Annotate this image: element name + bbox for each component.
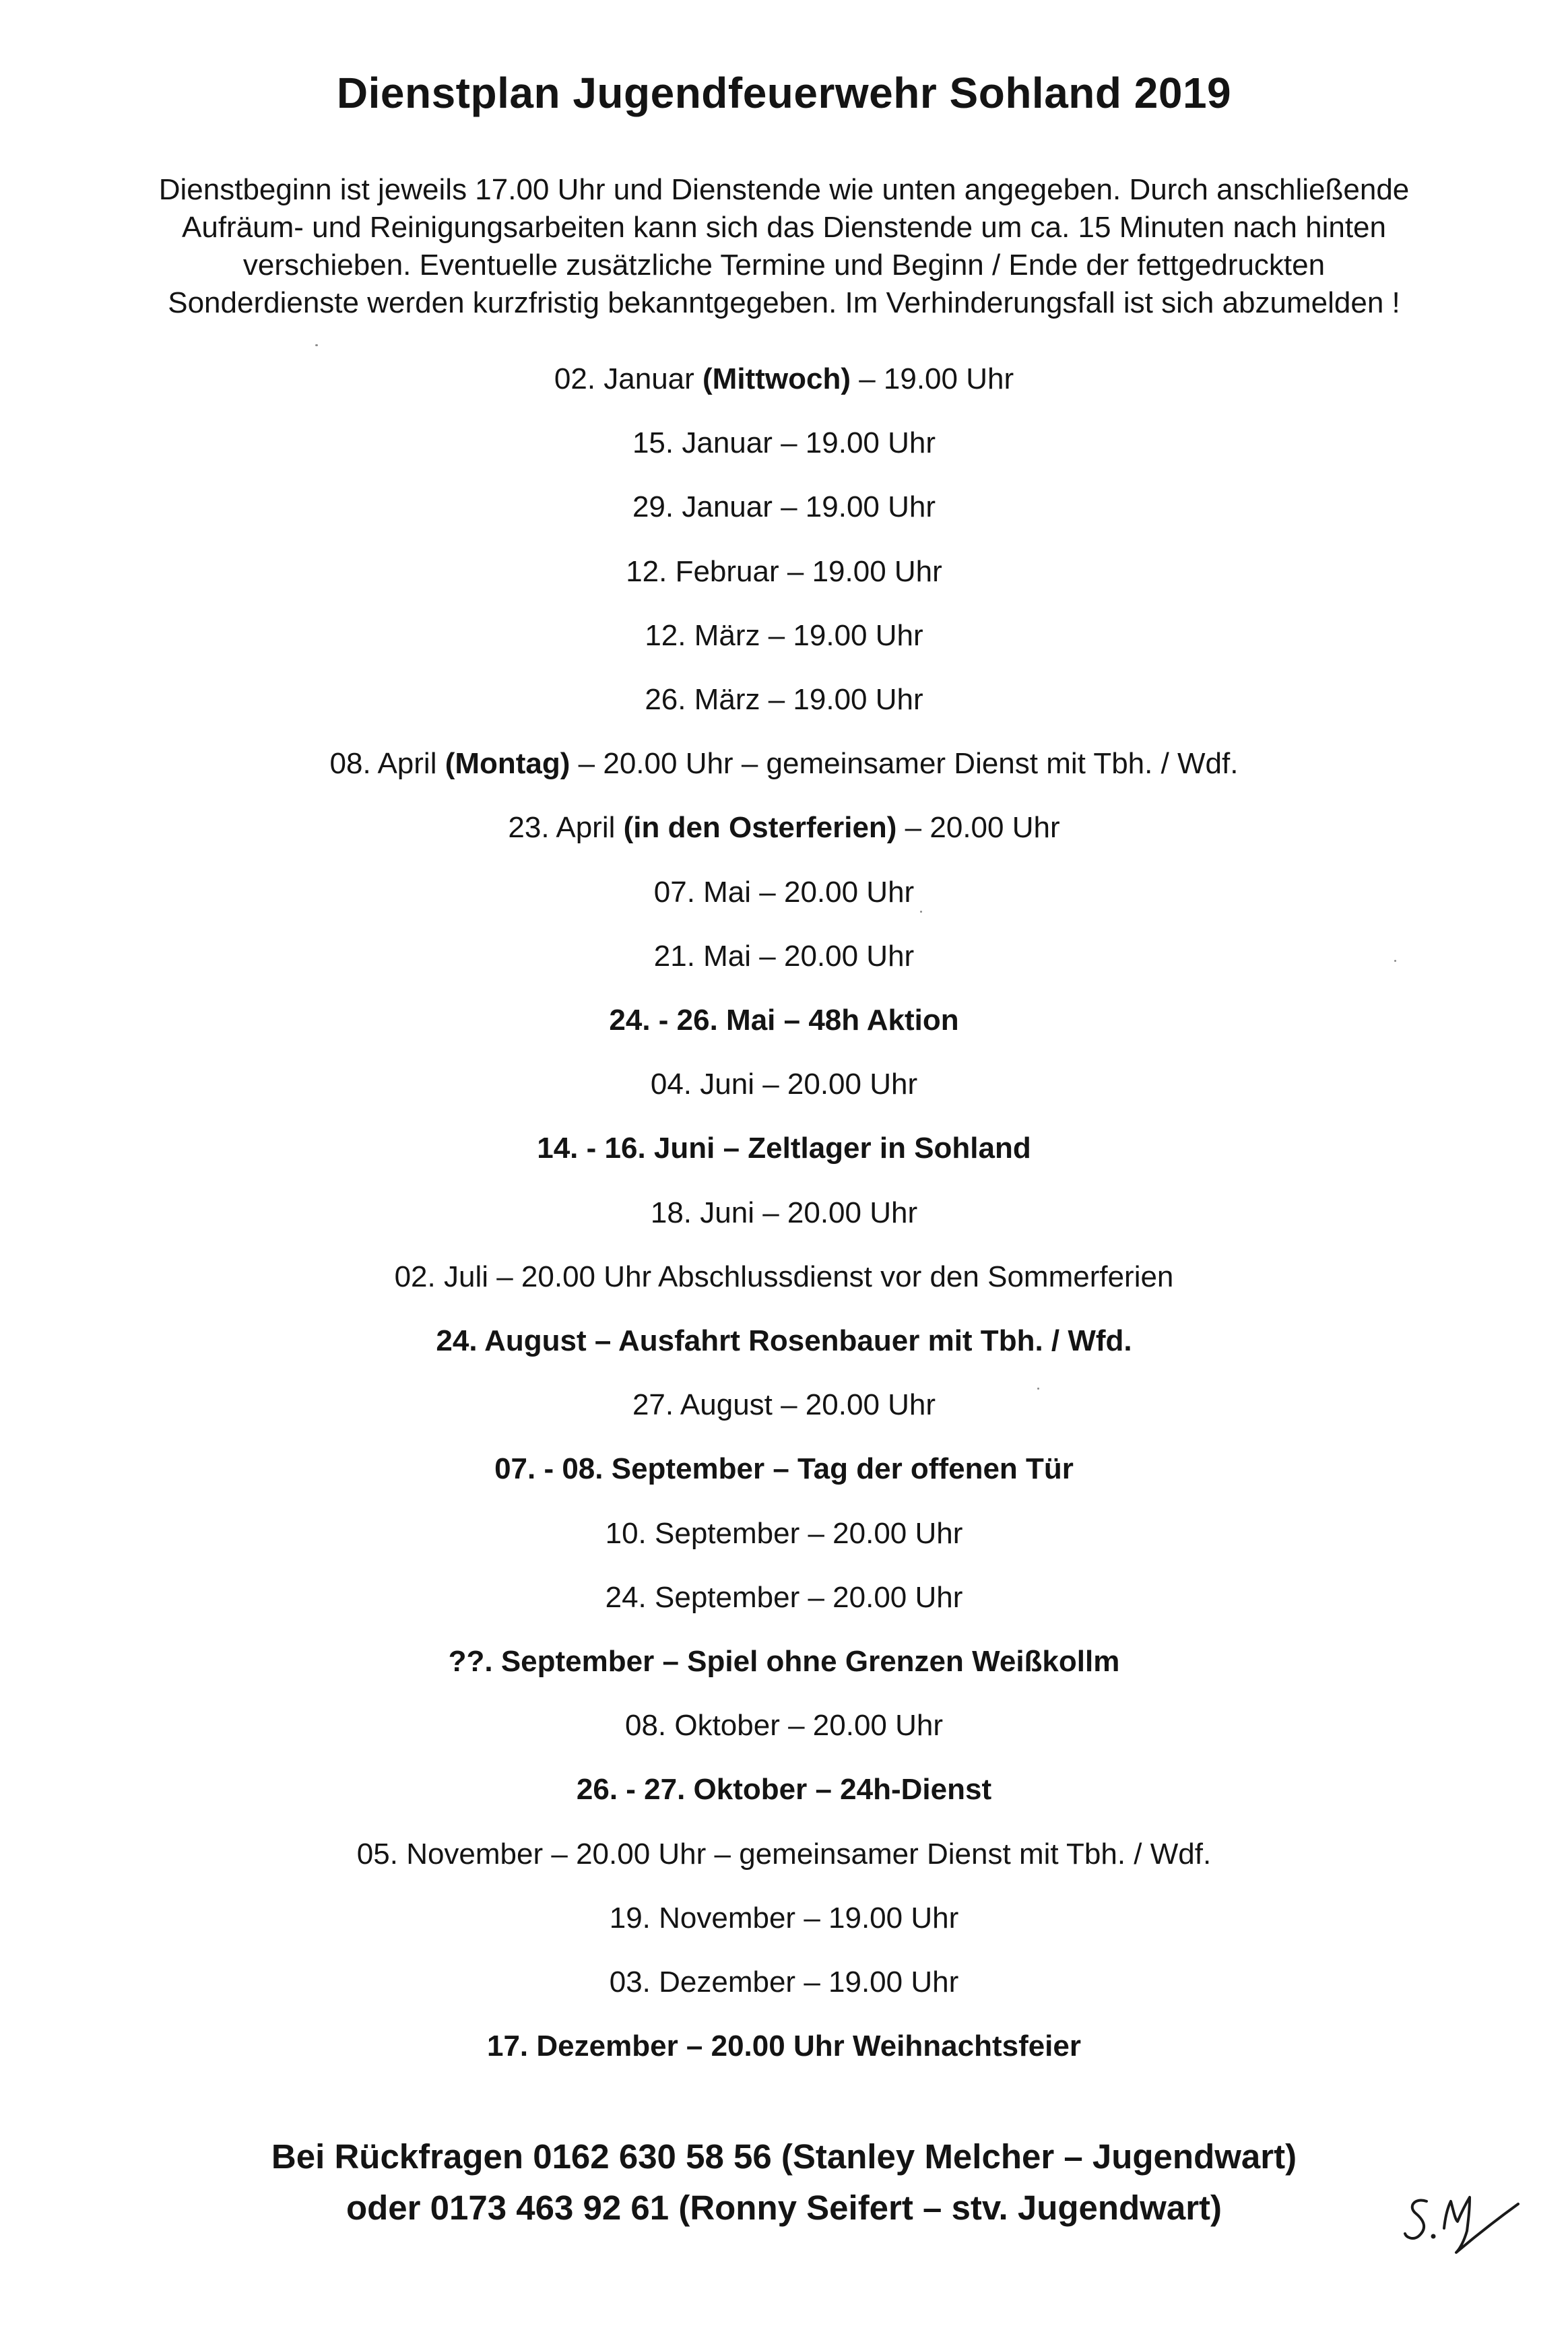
schedule-entry: 02. Juli – 20.00 Uhr Abschlussdienst vor den Sommerferien xyxy=(394,1260,1174,1293)
intro-line: verschieben. Eventuelle zusätzliche Termine und Beginn / Ende der fettgedruckten xyxy=(242,249,1326,282)
contact-line: Bei Rückfragen 0162 630 58 56 (Stanley Melcher – Jugendwart) xyxy=(271,2137,1297,2176)
intro-line: Aufräum- und Reinigungsarbeiten kann sich das Dienstende um ca. 15 Minuten nach hinten xyxy=(182,211,1386,244)
schedule-entry: 04. Juni – 20.00 Uhr xyxy=(650,1068,918,1101)
intro-line: Dienstbeginn ist jeweils 17.00 Uhr und Dienstende wie unten angegeben. Durch anschließende xyxy=(158,173,1410,206)
intro-paragraph xyxy=(121,171,1447,322)
schedule-entry: 10. September – 20.00 Uhr xyxy=(605,1517,963,1550)
scan-speck xyxy=(920,911,922,913)
scan-speck xyxy=(1394,960,1396,962)
intro-line: Sonderdienste werden kurzfristig bekanntgegeben. Im Verhinderungsfall ist sich abzumelden ! xyxy=(168,286,1400,319)
schedule-entry: 24. September – 20.00 Uhr xyxy=(605,1581,963,1614)
schedule-entry: 26. März – 19.00 Uhr xyxy=(645,683,923,716)
schedule-entry: 03. Dezember – 19.00 Uhr xyxy=(609,1966,959,1999)
handwritten-signature xyxy=(1400,2181,1521,2255)
schedule-entry: 12. Februar – 19.00 Uhr xyxy=(626,555,942,588)
schedule-entry: 07. Mai – 20.00 Uhr xyxy=(653,876,915,909)
signature-stroke-s xyxy=(1405,2201,1427,2238)
schedule-entry-special: 07. - 08. September – Tag der offenen Tür xyxy=(494,1452,1074,1485)
contact-info xyxy=(0,2131,1568,2234)
schedule-entry: 02. Januar (Mittwoch) – 19.00 Uhr xyxy=(554,362,1014,395)
contact-line: oder 0173 463 92 61 (Ronny Seifert – stv. Jugendwart) xyxy=(346,2188,1222,2227)
schedule-entry-special: 24. - 26. Mai – 48h Aktion xyxy=(609,1004,959,1037)
schedule-entry: 23. April (in den Osterferien) – 20.00 Uhr xyxy=(508,811,1060,844)
schedule-entry-special: ??. September – Spiel ohne Grenzen Weißkollm xyxy=(448,1645,1120,1678)
schedule-entry: 05. November – 20.00 Uhr – gemeinsamer Dienst mit Tbh. / Wdf. xyxy=(356,1838,1212,1871)
schedule-entry: 29. Januar – 19.00 Uhr xyxy=(632,490,936,523)
scan-speck xyxy=(1037,1388,1039,1390)
schedule-entry-special: 17. Dezember – 20.00 Uhr Weihnachtsfeier xyxy=(486,2030,1082,2063)
schedule-entry-special: 24. August – Ausfahrt Rosenbauer mit Tbh. / Wfd. xyxy=(436,1324,1132,1357)
page-title: Dienstplan Jugendfeuerwehr Sohland 2019 xyxy=(336,69,1232,117)
schedule-entry: 19. November – 19.00 Uhr xyxy=(609,1902,959,1935)
schedule-entry: 08. April (Montag) – 20.00 Uhr – gemeinsamer Dienst mit Tbh. / Wdf. xyxy=(329,747,1239,780)
schedule-entry-special: 14. - 16. Juni – Zeltlager in Sohland xyxy=(537,1132,1031,1165)
schedule-entry: 12. März – 19.00 Uhr xyxy=(645,619,923,652)
schedule-entry: 08. Oktober – 20.00 Uhr xyxy=(624,1709,944,1742)
scan-speck xyxy=(315,344,318,346)
signature-dot xyxy=(1431,2234,1436,2239)
schedule-entry: 15. Januar – 19.00 Uhr xyxy=(632,426,936,459)
schedule-entry: 21. Mai – 20.00 Uhr xyxy=(653,940,915,973)
schedule-entry: 27. August – 20.00 Uhr xyxy=(632,1388,936,1421)
schedule-entry-special: 26. - 27. Oktober – 24h-Dienst xyxy=(576,1773,992,1806)
signature-stroke-m xyxy=(1444,2197,1518,2252)
schedule-entry: 18. Juni – 20.00 Uhr xyxy=(650,1196,918,1229)
